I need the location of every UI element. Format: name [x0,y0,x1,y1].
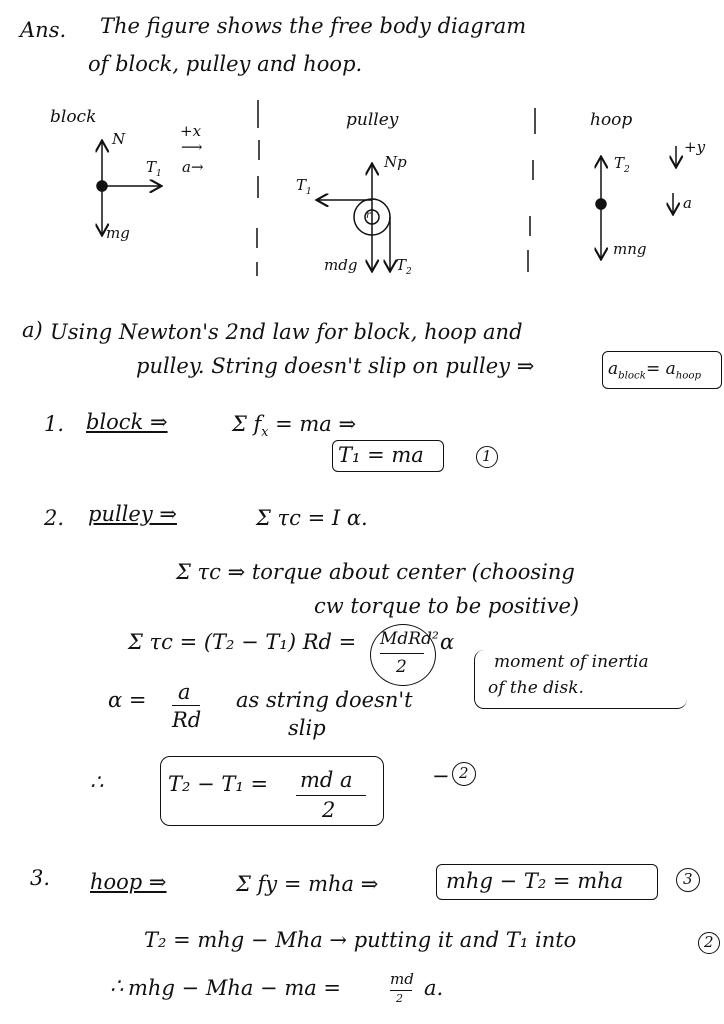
intro-line-1: The figure shows the free body diagram [100,14,527,38]
equation-tag-2-dash: − [432,764,450,788]
step-3-label: hoop ⇒ [90,870,167,894]
part-a-label: a) [22,318,43,342]
step-2-number: 2. [44,506,65,530]
step-2-equation: Σ τc = I α. [256,506,368,530]
plus-x-arrow: ⟶ [181,138,203,156]
pulley-weight-label: mdg [324,256,358,274]
hoop-accel-label: a [683,194,692,212]
alpha-equation: α = [108,688,147,712]
equation-tag-2-ref-number: 2 [704,933,714,951]
alpha-numerator: a [178,680,191,704]
hoop-plus-y-label: +y [684,138,706,156]
answer-label: Ans. [20,18,67,42]
torque-note-line-1: Σ τc ⇒ torque about center (choosing [176,560,575,584]
pulley-tension1-label: $T_1$ [296,176,312,197]
pulley-fbd [318,165,390,270]
equation-tag-2-number: 2 [459,764,469,782]
moment-note-line-1: moment of inertia [494,652,649,672]
block-fbd [97,142,160,234]
block-tension-label: $T_1$ [146,158,162,179]
final-denominator: 2 [396,992,403,1005]
step-2-result-numerator: md a [300,768,353,792]
step-3-equation: Σ fy = mha ⇒ [236,872,379,896]
step-2-label: pulley ⇒ [88,502,177,526]
equation-tag-3-number: 3 [683,870,693,888]
pulley-title: pulley [346,110,399,130]
hoop-weight-label: mng [613,240,647,258]
step-2-result-lhs: T₂ − T₁ = [168,772,269,796]
hoop-tension-label: $T_2$ [614,154,630,175]
accel-constraint: $a_{block}= a_{hoop}$ [608,359,702,382]
block-title: block [50,107,97,127]
divider-right [528,108,535,272]
pulley-radius-label: r [366,210,371,221]
step-3-result: mhg − T₂ = mha [446,869,624,893]
block-plus-x-label: +x [180,122,202,140]
final-numerator: md [390,970,414,988]
part-a-line-1: Using Newton's 2nd law for block, hoop and [50,320,523,344]
alpha-reason: as string doesn't [236,688,413,712]
final-equation: mhg − Mha − ma = [128,976,342,1000]
pulley-tension2-label: $T_2$ [396,256,412,277]
step-2-result-denominator: 2 [322,798,336,822]
torque-note-line-2: cw torque to be positive) [314,594,580,618]
alpha-fraction-bar [172,705,200,706]
inertia-numerator: MdRd² [380,629,439,649]
equation-tag-1-number: 1 [482,447,492,465]
part-a-line-2: pulley. String doesn't slip on pulley ⇒ [136,354,535,378]
therefore-symbol-2: ∴ [110,974,124,998]
torque-equation: Σ τc = (T₂ − T₁) Rd = [128,630,357,654]
block-accel-label: a→ [182,158,204,176]
therefore-symbol: ∴ [90,770,104,794]
intro-line-2: of block, pulley and hoop. [88,52,363,76]
step-1-equation: Σ $f_x$ = ma ⇒ [232,412,357,440]
final-equation-end: a. [424,976,444,1000]
block-weight-label: mg [106,224,130,242]
inertia-fraction-bar [380,653,424,654]
divider-left [257,100,259,276]
step-3-number: 3. [30,866,51,890]
moment-note-line-2: of the disk. [488,678,584,698]
block-normal-label: N [112,130,126,148]
inertia-denominator: 2 [396,657,407,677]
alpha-reason-slip: slip [288,716,326,740]
step-1-number: 1. [44,412,65,436]
alpha-symbol: α [440,630,455,654]
step-1-result: T₁ = ma [338,443,424,467]
alpha-denominator: Rd [172,708,202,732]
final-fraction-bar [390,990,412,991]
tension-substitution: T₂ = mhg − Mha → putting it and T₁ into [144,928,577,952]
step-1-label: block ⇒ [86,410,168,434]
pulley-normal-label: Np [384,153,407,171]
hoop-title: hoop [590,110,633,130]
step-2-fraction-bar [296,795,366,796]
